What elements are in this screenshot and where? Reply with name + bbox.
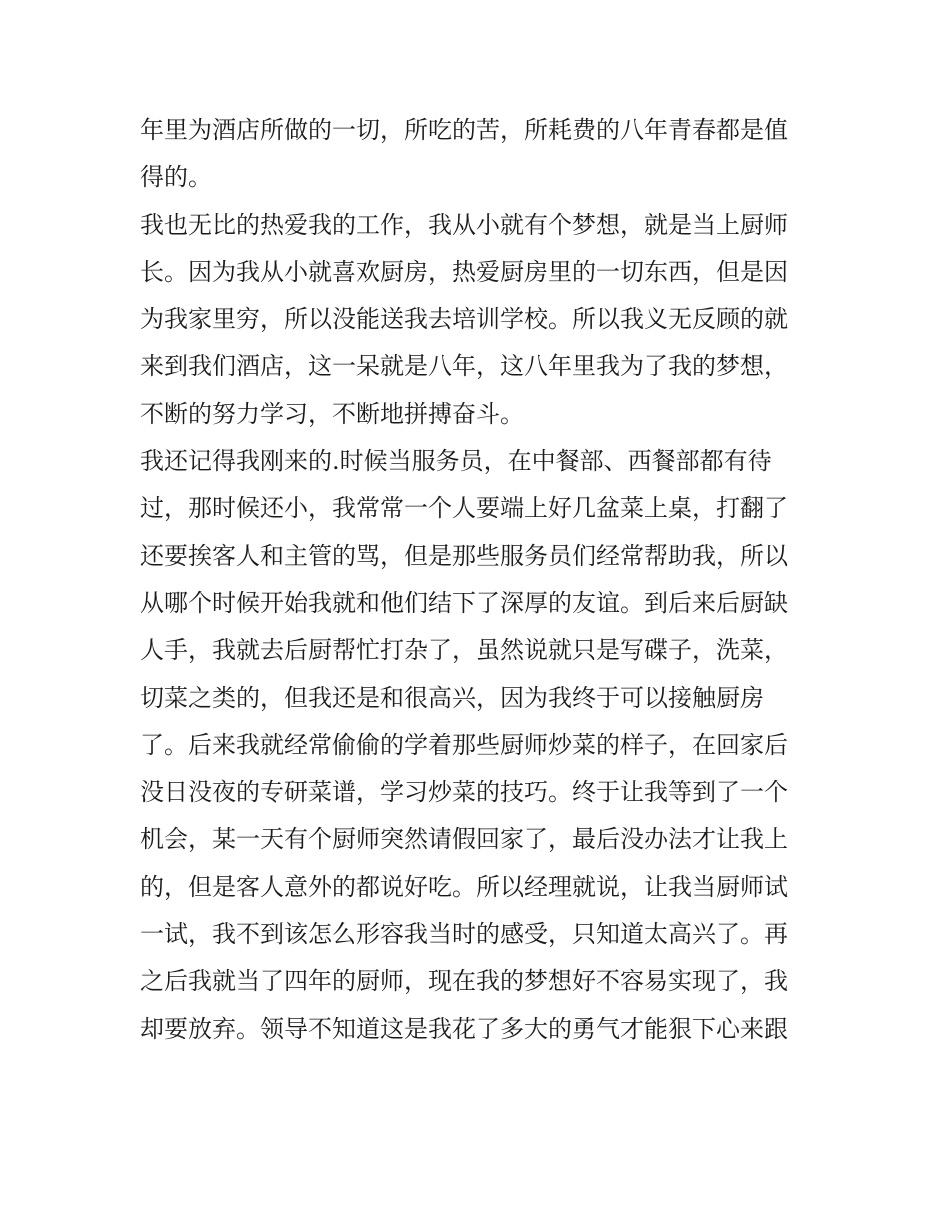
body-text <box>140 107 820 1053</box>
text-line: 还要挨客人和主管的骂，但是那些服务员们经常帮助我，所以 <box>140 541 788 570</box>
text-line: 却要放弃。领导不知道这是我花了多大的勇气才能狠下心来跟 <box>140 1014 788 1043</box>
text-line: 从哪个时候开始我就和他们结下了深厚的友谊。到后来后厨缺 <box>140 588 788 617</box>
text-line: 来到我们酒店，这一呆就是八年，这八年里我为了我的梦想， <box>140 352 788 381</box>
text-line: 之后我就当了四年的厨师，现在我的梦想好不容易实现了，我 <box>140 967 788 996</box>
text-line: 了。后来我就经常偷偷的学着那些厨师炒菜的样子，在回家后 <box>140 730 788 759</box>
text-line: 得的。 <box>140 163 212 192</box>
text-line: 人手，我就去后厨帮忙打杂了，虽然说就只是写碟子，洗菜， <box>140 636 788 665</box>
text-line: 长。因为我从小就喜欢厨房，热爱厨房里的一切东西，但是因 <box>140 257 788 286</box>
text-line: 年里为酒店所做的一切，所吃的苦，所耗费的八年青春都是值 <box>140 116 788 144</box>
text-line: 的，但是客人意外的都说好吃。所以经理就说，让我当厨师试 <box>140 872 788 901</box>
text-line: 没日没夜的专研菜谱，学习炒菜的技巧。终于让我等到了一个 <box>140 778 788 807</box>
text-line: 机会，某一天有个厨师突然请假回家了，最后没办法才让我上 <box>140 825 788 854</box>
text-line: 不断的努力学习，不断地拼搏奋斗。 <box>140 399 524 428</box>
text-line: 我还记得我刚来的.时候当服务员，在中餐部、西餐部都有待 <box>140 447 772 476</box>
text-line: 过，那时候还小，我常常一个人要端上好几盆菜上桌，打翻了 <box>140 494 788 523</box>
text-line: 我也无比的热爱我的工作，我从小就有个梦想，就是当上厨师 <box>140 210 788 239</box>
text-line: 一试，我不到该怎么形容我当时的感受，只知道太高兴了。再 <box>140 920 788 949</box>
text-line: 为我家里穷，所以没能送我去培训学校。所以我义无反顾的就 <box>140 305 788 334</box>
text-line: 切菜之类的，但我还是和很高兴，因为我终于可以接触厨房 <box>140 683 764 712</box>
